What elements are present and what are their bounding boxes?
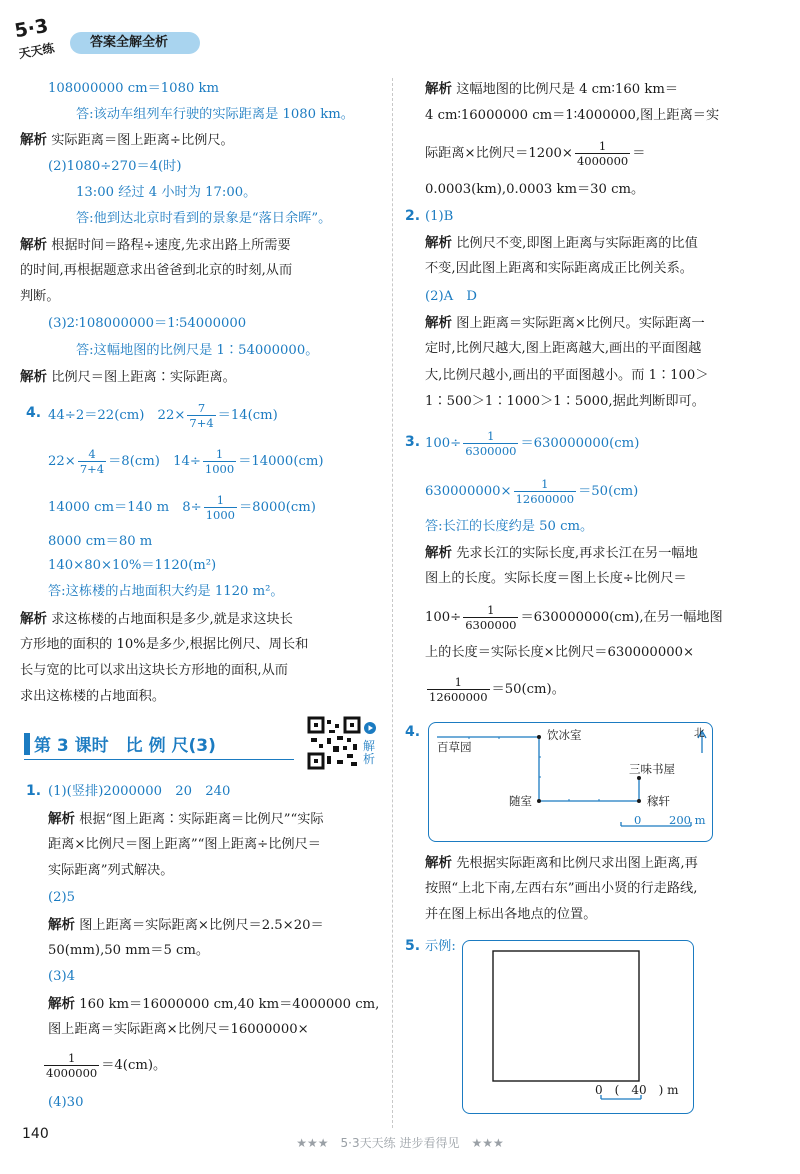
question-number: 4. <box>26 405 42 421</box>
title-bar <box>24 733 30 755</box>
formula-line: $\frac{1}{12600000}$ ＝50(cm)。 <box>429 675 565 704</box>
footer-slogan: ★★★ 5·3天天练 进步看得见 ★★★ <box>296 1136 504 1150</box>
formula-line: 22× $\frac{4}{7+4}$ ＝8(cm) 14÷ $\frac{1}{1000}$ ＝14000(cm) <box>48 447 324 476</box>
text-line: 108000000 cm＝1080 km <box>48 81 220 96</box>
text-line: 按照“上北下南,左西右东”画出小贤的行走路线, <box>425 881 698 896</box>
scale-zero: 0 <box>634 813 642 827</box>
analysis-line: 解析 比例尺＝图上距离∶实际距离。 <box>20 369 236 385</box>
analysis-line: 解析 求这栋楼的占地面积是多少,就是求这块长 <box>20 611 293 627</box>
analysis-line: 解析 先根据实际距离和比例尺求出图上距离,再 <box>425 855 698 871</box>
play-icon <box>364 722 376 734</box>
text-line: 13:00 经过 4 小时为 17:00。 <box>76 185 257 200</box>
answer-line: 答:这栋楼的占地面积大约是 1120 m²。 <box>48 584 284 599</box>
text-line: 实际距离”列式解决。 <box>48 863 174 878</box>
qr-label: 解析 <box>363 739 376 766</box>
text-line: (2)1080÷270＝4(时) <box>48 159 182 174</box>
text-line: (3)2∶108000000＝1∶54000000 <box>48 316 247 331</box>
formula-line: 14000 cm＝140 m 8÷ $\frac{1}{1000}$ ＝8000(cm) <box>48 493 316 522</box>
formula-line: 630000000× $\frac{1}{12600000}$ ＝50(cm) <box>425 477 639 506</box>
formula-line: $\frac{1}{4000000}$ ＝4(cm)。 <box>46 1051 167 1080</box>
text-line: (1)B <box>425 209 454 224</box>
column-divider <box>392 78 393 1128</box>
floor-plan-figure <box>462 940 694 1114</box>
text-line: 140×80×10%＝1120(m²) <box>48 558 217 573</box>
text-line: 8000 cm＝80 m <box>48 534 153 549</box>
question-number: 5. <box>405 938 421 954</box>
text-line: 大,比例尺越小,画出的平面图越小。而 1∶100＞ <box>425 368 709 383</box>
text-line: 长与宽的比可以求出这块长方形地的面积,从而 <box>20 663 288 678</box>
header-tag: 答案全解全析 <box>70 32 200 54</box>
scale-label: 200 m <box>669 813 706 827</box>
question-number: 1. <box>26 783 42 799</box>
analysis-line: 解析 比例尺不变,即图上距离与实际距离的比值 <box>425 235 698 251</box>
text-line: (3)4 <box>48 969 76 984</box>
answer-line: 答:他到达北京时看到的景象是“落日余晖”。 <box>76 211 332 226</box>
formula-line: 际距离×比例尺＝1200× $\frac{1}{4000000}$ ＝ <box>425 139 646 168</box>
analysis-line: 解析 先求长江的实际长度,再求长江在另一幅地 <box>425 545 698 561</box>
text-line: 图上的长度。实际长度＝图上长度÷比例尺＝ <box>425 571 687 586</box>
formula-line: 100÷ $\frac{1}{6300000}$ ＝630000000(cm),在另一幅地图 <box>425 603 723 632</box>
logo: 5·3 天天练 <box>12 14 56 62</box>
page-header <box>0 0 800 70</box>
formula-line: 44÷2＝22(cm) 22× $\frac{7}{7+4}$ ＝14(cm) <box>48 401 278 430</box>
map-label-jiaxuan: 稼轩 <box>647 794 670 808</box>
map-label-suishi: 随室 <box>509 794 532 808</box>
analysis-line: 解析 根据“图上距离∶实际距离＝比例尺”“实际 <box>48 811 324 827</box>
example-label: 示例: <box>425 939 456 954</box>
answer-line: 答:该动车组列车行驶的实际距离是 1080 km。 <box>76 107 354 122</box>
lesson-title: 第 3 课时 比 例 尺(3) <box>24 729 294 760</box>
analysis-line: 解析 图上距离＝实际距离×比例尺。实际距离一 <box>425 315 705 331</box>
text-line: 4 cm∶16000000 cm＝1∶4000000,图上距离＝实 <box>425 108 720 123</box>
scale-label: 0 ( 40 ) m <box>595 1083 679 1097</box>
text-line: 图上距离＝实际距离×比例尺＝16000000× <box>48 1022 309 1037</box>
page-number: 140 <box>22 1126 49 1142</box>
text-line: 定时,比例尺越大,图上距离越大,画出的平面图越 <box>425 341 702 356</box>
analysis-line: 解析 实际距离＝图上距离÷比例尺。 <box>20 132 234 148</box>
text-line: (2)A D <box>425 289 477 304</box>
text-line: 的时间,再根据题意求出爸爸到北京的时刻,从而 <box>20 263 293 278</box>
analysis-line: 解析 这幅地图的比例尺是 4 cm∶160 km＝ <box>425 81 679 97</box>
text-line: 求出这栋楼的占地面积。 <box>20 689 166 704</box>
north-label: 北 <box>694 727 705 739</box>
text-line: 0.0003(km),0.0003 km＝30 cm。 <box>425 182 645 197</box>
text-line: 距离×比例尺＝图上距离”“图上距离÷比例尺＝ <box>48 837 321 852</box>
text-line: 方形地的面积的 10%是多少,根据比例尺、周长和 <box>20 637 309 652</box>
map-label-sanweishuwu: 三味书屋 <box>629 762 675 776</box>
map-label-baicaoyuan: 百草园 <box>437 740 472 754</box>
text-line: (1)(竖排)2000000 20 240 <box>48 784 231 799</box>
analysis-line: 解析 图上距离＝实际距离×比例尺＝2.5×20＝ <box>48 917 324 933</box>
route-map <box>428 722 713 842</box>
text-line: 50(mm),50 mm＝5 cm。 <box>48 943 210 958</box>
answer-line: 答:这幅地图的比例尺是 1∶54000000。 <box>76 343 319 358</box>
question-number: 3. <box>405 434 421 450</box>
text-line: (2)5 <box>48 890 76 905</box>
question-number: 2. <box>405 208 421 224</box>
analysis-line: 解析 根据时间＝路程÷速度,先求出路上所需要 <box>20 237 291 253</box>
answer-line: 答:长江的长度约是 50 cm。 <box>425 519 594 534</box>
question-number: 4. <box>405 724 421 740</box>
text-line: 1∶500＞1∶1000＞1∶5000,据此判断即可。 <box>425 394 705 409</box>
map-label-yinbingshi: 饮冰室 <box>547 728 582 742</box>
text-line: 并在图上标出各地点的位置。 <box>425 907 597 922</box>
analysis-line: 解析 160 km＝16000000 cm,40 km＝4000000 cm, <box>48 996 380 1012</box>
text-line: 上的长度＝实际长度×比例尺＝630000000× <box>425 645 695 660</box>
text-line: 判断。 <box>20 289 60 304</box>
qr-code-icon[interactable] <box>307 716 361 770</box>
text-line: (4)30 <box>48 1095 84 1110</box>
text-line: 不变,因此图上距离和实际距离成正比例关系。 <box>425 261 693 276</box>
formula-line: 100÷ $\frac{1}{6300000}$ ＝630000000(cm) <box>425 429 640 458</box>
